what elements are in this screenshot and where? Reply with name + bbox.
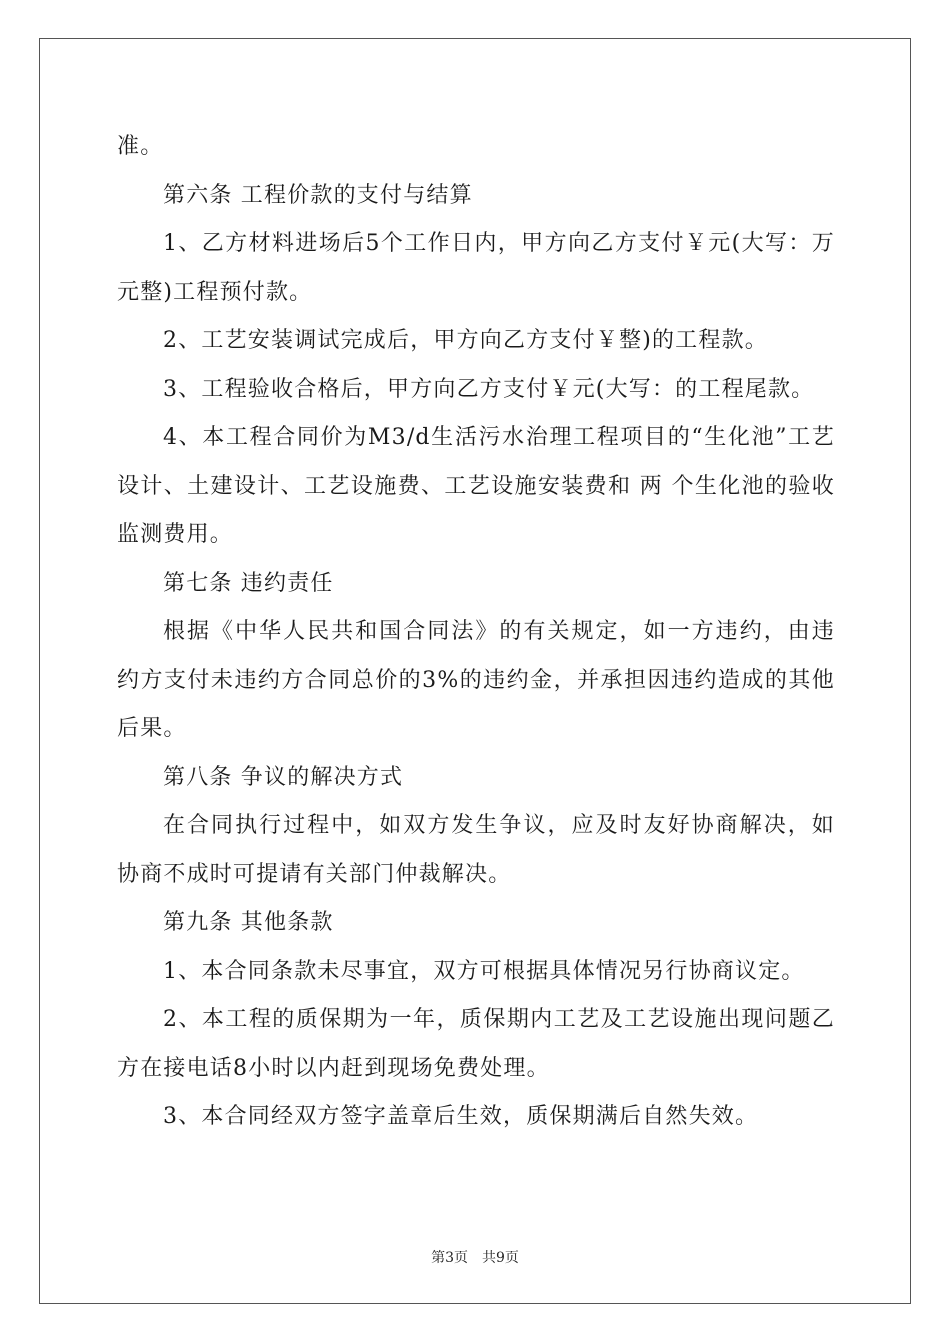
article-six-item-1: 1、乙方材料进场后5个工作日内，甲方向乙方支付￥元(大写：万元整)工程预付款。: [117, 231, 835, 305]
article-nine-item-2: 2、本工程的质保期为一年，质保期内工艺及工艺设施出现问题乙方在接电话8小时以内赶到现场免费处理。: [117, 1007, 835, 1081]
article-nine-item-1: 1、本合同条款未尽事宜，双方可根据具体情况另行协商议定。: [163, 958, 805, 984]
page-number: 第3页: [431, 1250, 468, 1266]
page-total: 共9页: [482, 1250, 519, 1266]
page-footer: [0, 1247, 950, 1267]
article-nine-item-3: 3、本合同经双方签字盖章后生效，质保期满后自然失效。: [163, 1104, 759, 1129]
article-nine-heading: 第九条 其他条款: [163, 910, 334, 935]
article-six-heading: 第六条 工程价款的支付与结算: [163, 182, 473, 208]
article-six-item-2: 2、工艺安装调试完成后，甲方向乙方支付￥整)的工程款。: [163, 328, 768, 353]
document-body: [117, 123, 835, 1142]
article-seven-heading: 第七条 违约责任: [163, 570, 334, 596]
article-six-item-4: 4、本工程合同价为M3/d生活污水治理工程项目的“生化池”工艺设计、土建设计、工艺设施费、工艺设施安装费和 两 个生化池的验收监测费用。: [117, 425, 835, 547]
article-eight-heading: 第八条 争议的解决方式: [163, 764, 404, 790]
article-six-item-3: 3、工程验收合格后，甲方向乙方支付￥元(大写：的工程尾款。: [163, 376, 815, 402]
paragraph-continuation: 准。: [117, 134, 164, 159]
article-seven-body: 根据《中华人民共和国合同法》的有关规定，如一方违约，由违约方支付未违约方合同总价的3%的违约金，并承担因违约造成的其他后果。: [117, 619, 835, 741]
article-eight-body: 在合同执行过程中，如双方发生争议，应及时友好协商解决，如协商不成时可提请有关部门仲裁解决。: [117, 813, 835, 887]
